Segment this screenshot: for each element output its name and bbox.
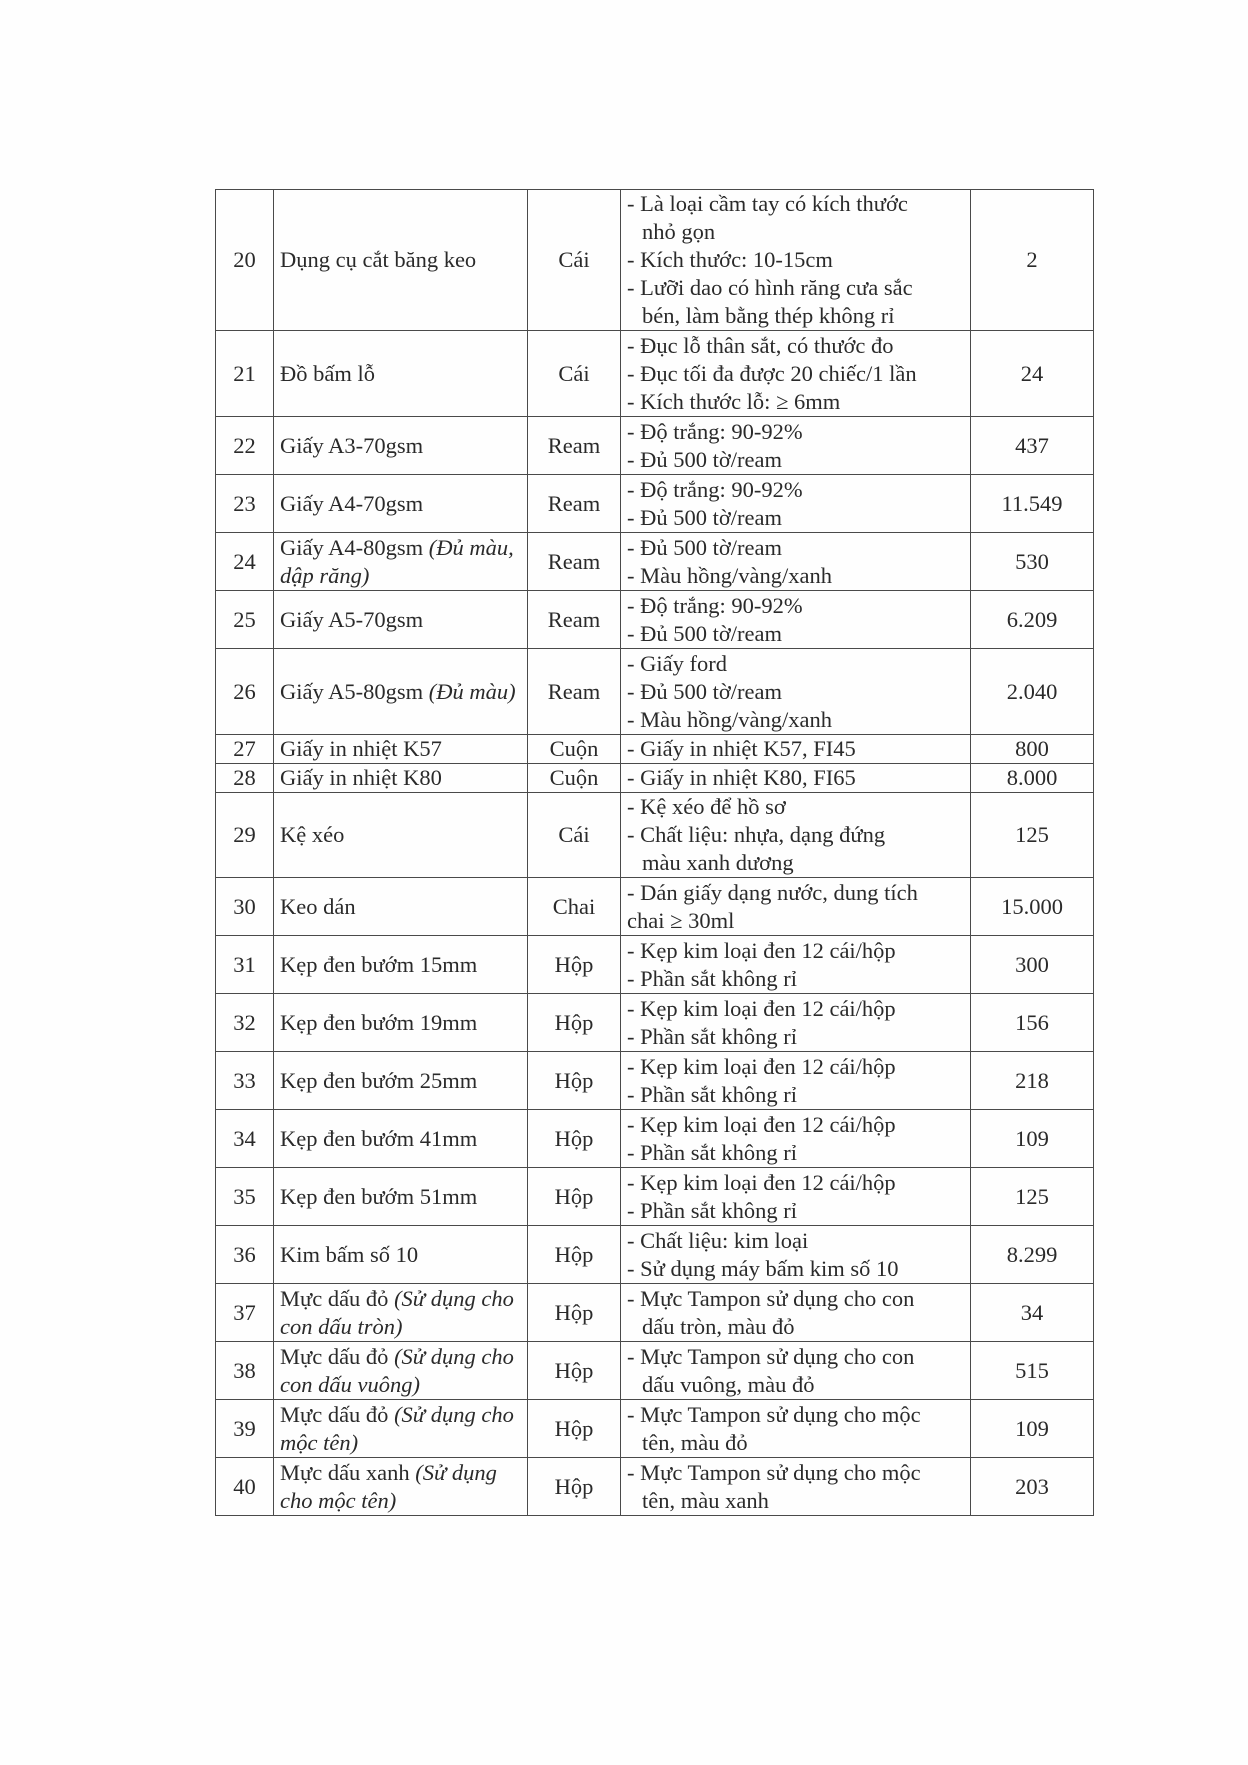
item-number: 36 — [216, 1226, 274, 1284]
spec-line: - Dán giấy dạng nước, dung tích — [627, 879, 918, 905]
item-name: Giấy A3-70gsm — [280, 432, 424, 458]
item-spec-cell — [621, 591, 971, 649]
spec-line: - Kẹp kim loại đen 12 cái/hộp — [627, 995, 896, 1021]
item-name-cell — [274, 417, 528, 475]
item-name: Kệ xéo — [280, 822, 345, 847]
item-unit: Cuộn — [528, 735, 621, 764]
item-quantity: 8.000 — [971, 764, 1094, 793]
item-name: Giấy A5-80gsm — [280, 678, 424, 704]
spec-line: - Chất liệu: kim loại — [627, 1227, 809, 1253]
item-spec-cell — [621, 331, 971, 417]
item-spec-cell — [621, 190, 971, 331]
item-name-cell — [274, 1284, 528, 1342]
item-name-cell — [274, 878, 528, 936]
item-name: Mực dấu đỏ — [280, 1401, 389, 1427]
spec-line: - Sử dụng máy bấm kim số 10 — [627, 1255, 899, 1281]
item-unit: Hộp — [528, 936, 621, 994]
spec-line: dấu vuông, màu đỏ — [642, 1371, 815, 1397]
spec-line: - Chất liệu: nhựa, dạng đứng — [627, 822, 886, 847]
item-quantity: 300 — [971, 936, 1094, 994]
spec-line: - Đủ 500 tờ/ream — [627, 620, 782, 646]
item-name-cell — [274, 1110, 528, 1168]
spec-line: - Kẹp kim loại đen 12 cái/hộp — [627, 1053, 896, 1079]
item-name-cell — [274, 331, 528, 417]
item-name: Kẹp đen bướm 19mm — [280, 1009, 478, 1035]
item-name-cell — [274, 1458, 528, 1516]
item-name: Keo dán — [280, 893, 356, 919]
item-spec-cell — [621, 475, 971, 533]
item-spec-cell — [621, 878, 971, 936]
item-name-cell — [274, 591, 528, 649]
item-spec-cell — [621, 1110, 971, 1168]
item-spec-cell — [621, 1284, 971, 1342]
item-unit: Hộp — [528, 1400, 621, 1458]
item-number: 30 — [216, 878, 274, 936]
item-quantity: 156 — [971, 994, 1094, 1052]
item-spec-cell — [621, 1458, 971, 1516]
item-unit: Hộp — [528, 1168, 621, 1226]
item-number: 25 — [216, 591, 274, 649]
item-spec-cell — [621, 936, 971, 994]
item-number: 37 — [216, 1284, 274, 1342]
table-row — [216, 190, 1094, 331]
item-number: 21 — [216, 331, 274, 417]
item-unit: Hộp — [528, 1052, 621, 1110]
table-row — [216, 1110, 1094, 1168]
item-name-cell — [274, 533, 528, 591]
spec-line: - Đủ 500 tờ/ream — [627, 446, 782, 472]
spec-line: - Độ trắng: 90-92% — [627, 418, 803, 444]
item-number: 34 — [216, 1110, 274, 1168]
item-name-note: (Sử dụng cho con dấu tròn) — [280, 1285, 514, 1339]
item-unit: Hộp — [528, 1110, 621, 1168]
table-row — [216, 735, 1094, 764]
table-row — [216, 1342, 1094, 1400]
spec-line: - Lưỡi dao có hình răng cưa sắc — [627, 275, 913, 300]
item-name-cell — [274, 1342, 528, 1400]
item-quantity: 515 — [971, 1342, 1094, 1400]
item-name-note: (Sử dụng cho mộc tên) — [280, 1401, 514, 1455]
item-name: Kẹp đen bướm 25mm — [280, 1067, 478, 1093]
item-unit: Hộp — [528, 1342, 621, 1400]
item-number: 22 — [216, 417, 274, 475]
item-name: Giấy in nhiệt K80 — [280, 765, 442, 790]
item-unit: Hộp — [528, 994, 621, 1052]
spec-line: - Kẹp kim loại đen 12 cái/hộp — [627, 1169, 896, 1195]
spec-line: - Độ trắng: 90-92% — [627, 476, 803, 502]
item-name-cell — [274, 1400, 528, 1458]
table-row — [216, 1168, 1094, 1226]
table-body — [216, 190, 1094, 1516]
item-spec-cell — [621, 793, 971, 878]
spec-line: - Màu hồng/vàng/xanh — [627, 706, 832, 732]
item-name: Kim bấm số 10 — [280, 1241, 419, 1267]
item-number: 39 — [216, 1400, 274, 1458]
item-name-note: (Sử dụng cho con dấu vuông) — [280, 1343, 514, 1397]
item-quantity: 530 — [971, 533, 1094, 591]
item-spec-cell — [621, 649, 971, 735]
item-name: Kẹp đen bướm 51mm — [280, 1183, 478, 1209]
spec-line: bén, làm bằng thép không rỉ — [642, 303, 895, 328]
item-number: 29 — [216, 793, 274, 878]
item-unit: Hộp — [528, 1284, 621, 1342]
item-quantity: 8.299 — [971, 1226, 1094, 1284]
item-name-note: (Đủ màu, dập răng) — [280, 534, 514, 588]
item-number: 28 — [216, 764, 274, 793]
table-row — [216, 1284, 1094, 1342]
item-name-cell — [274, 475, 528, 533]
spec-line: - Đục tối đa được 20 chiếc/1 lần — [627, 360, 917, 386]
item-unit: Ream — [528, 591, 621, 649]
spec-line: - Phần sắt không rỉ — [627, 1197, 797, 1223]
item-name-cell — [274, 793, 528, 878]
table-row — [216, 331, 1094, 417]
item-quantity: 109 — [971, 1110, 1094, 1168]
spec-line: - Đục lỗ thân sắt, có thước đo — [627, 332, 894, 358]
item-quantity: 2 — [971, 190, 1094, 331]
item-name-cell — [274, 994, 528, 1052]
item-unit: Ream — [528, 417, 621, 475]
item-name-cell — [274, 1052, 528, 1110]
table-row — [216, 764, 1094, 793]
item-name-note: (Sử dụng cho mộc tên) — [280, 1459, 497, 1513]
item-quantity: 125 — [971, 793, 1094, 878]
item-name: Giấy A4-80gsm — [280, 534, 424, 560]
spec-line: - Đủ 500 tờ/ream — [627, 534, 782, 560]
item-quantity: 218 — [971, 1052, 1094, 1110]
spec-line: - Độ trắng: 90-92% — [627, 592, 803, 618]
item-number: 24 — [216, 533, 274, 591]
item-name: Kẹp đen bướm 15mm — [280, 951, 478, 977]
table-row — [216, 994, 1094, 1052]
item-quantity: 125 — [971, 1168, 1094, 1226]
item-number: 40 — [216, 1458, 274, 1516]
spec-line: - Kẹp kim loại đen 12 cái/hộp — [627, 1111, 896, 1137]
item-name-note: (Đủ màu) — [428, 678, 516, 704]
table-row — [216, 649, 1094, 735]
spec-line: chai ≥ 30ml — [627, 907, 735, 933]
item-name: Giấy A5-70gsm — [280, 606, 424, 632]
spec-line: - Giấy ford — [627, 650, 727, 676]
spec-line: - Kích thước lỗ: ≥ 6mm — [627, 388, 841, 414]
item-number: 27 — [216, 735, 274, 764]
item-spec-cell — [621, 1052, 971, 1110]
spec-line: - Phần sắt không rỉ — [627, 965, 797, 991]
item-unit: Cái — [528, 793, 621, 878]
item-number: 35 — [216, 1168, 274, 1226]
spec-line: - Kệ xéo để hồ sơ — [627, 794, 786, 819]
item-quantity: 109 — [971, 1400, 1094, 1458]
item-name: Mực dấu đỏ — [280, 1343, 389, 1369]
item-quantity: 34 — [971, 1284, 1094, 1342]
supply-spec-table — [215, 189, 1094, 1516]
item-name: Mực dấu xanh — [280, 1459, 410, 1485]
spec-line: - Giấy in nhiệt K57, FI45 — [627, 736, 856, 761]
item-number: 26 — [216, 649, 274, 735]
item-quantity: 800 — [971, 735, 1094, 764]
spec-line: - Phần sắt không rỉ — [627, 1081, 797, 1107]
item-name: Đồ bấm lỗ — [280, 360, 375, 386]
item-unit: Cuộn — [528, 764, 621, 793]
item-name: Dụng cụ cắt băng keo — [280, 247, 477, 272]
item-name: Mực dấu đỏ — [280, 1285, 389, 1311]
item-spec-cell — [621, 417, 971, 475]
spec-line: dấu tròn, màu đỏ — [642, 1313, 795, 1339]
item-name: Giấy A4-70gsm — [280, 490, 424, 516]
table-row — [216, 475, 1094, 533]
spec-line: - Kích thước: 10-15cm — [627, 247, 833, 272]
spec-line: - Mực Tampon sử dụng cho mộc — [627, 1401, 921, 1427]
item-spec-cell — [621, 1226, 971, 1284]
item-quantity: 203 — [971, 1458, 1094, 1516]
item-quantity: 15.000 — [971, 878, 1094, 936]
item-unit: Chai — [528, 878, 621, 936]
item-number: 31 — [216, 936, 274, 994]
spec-line: - Màu hồng/vàng/xanh — [627, 562, 832, 588]
spec-line: tên, màu đỏ — [642, 1429, 748, 1455]
spec-line: - Mực Tampon sử dụng cho con — [627, 1285, 915, 1311]
item-name-cell — [274, 764, 528, 793]
item-name: Kẹp đen bướm 41mm — [280, 1125, 478, 1151]
table-row — [216, 417, 1094, 475]
item-name-cell — [274, 649, 528, 735]
item-name-cell — [274, 1168, 528, 1226]
table-row — [216, 1400, 1094, 1458]
spec-line: - Đủ 500 tờ/ream — [627, 678, 782, 704]
item-quantity: 2.040 — [971, 649, 1094, 735]
item-name-cell — [274, 190, 528, 331]
table-row — [216, 793, 1094, 878]
item-unit: Cái — [528, 331, 621, 417]
item-number: 33 — [216, 1052, 274, 1110]
item-unit: Hộp — [528, 1458, 621, 1516]
table-row — [216, 878, 1094, 936]
item-number: 23 — [216, 475, 274, 533]
spec-line: màu xanh dương — [642, 850, 794, 875]
table-row — [216, 1226, 1094, 1284]
table-row — [216, 1458, 1094, 1516]
item-quantity: 6.209 — [971, 591, 1094, 649]
item-quantity: 11.549 — [971, 475, 1094, 533]
item-name-cell — [274, 735, 528, 764]
item-spec-cell — [621, 735, 971, 764]
spec-line: - Giấy in nhiệt K80, FI65 — [627, 765, 856, 790]
table-row — [216, 1052, 1094, 1110]
table-row — [216, 591, 1094, 649]
table-row — [216, 533, 1094, 591]
item-name-cell — [274, 1226, 528, 1284]
item-spec-cell — [621, 533, 971, 591]
item-spec-cell — [621, 1400, 971, 1458]
item-spec-cell — [621, 994, 971, 1052]
item-number: 32 — [216, 994, 274, 1052]
item-name: Giấy in nhiệt K57 — [280, 736, 442, 761]
item-unit: Hộp — [528, 1226, 621, 1284]
item-quantity: 24 — [971, 331, 1094, 417]
item-spec-cell — [621, 1342, 971, 1400]
spec-line: - Đủ 500 tờ/ream — [627, 504, 782, 530]
spec-line: - Kẹp kim loại đen 12 cái/hộp — [627, 937, 896, 963]
item-spec-cell — [621, 764, 971, 793]
item-spec-cell — [621, 1168, 971, 1226]
item-number: 38 — [216, 1342, 274, 1400]
item-name-cell — [274, 936, 528, 994]
item-unit: Ream — [528, 475, 621, 533]
spec-line: tên, màu xanh — [642, 1487, 769, 1513]
spec-line: - Phần sắt không rỉ — [627, 1139, 797, 1165]
item-number: 20 — [216, 190, 274, 331]
item-unit: Cái — [528, 190, 621, 331]
item-quantity: 437 — [971, 417, 1094, 475]
item-unit: Ream — [528, 649, 621, 735]
spec-line: nhỏ gọn — [642, 219, 716, 244]
spec-line: - Mực Tampon sử dụng cho con — [627, 1343, 915, 1369]
spec-line: - Là loại cầm tay có kích thước — [627, 191, 908, 216]
spec-line: - Phần sắt không rỉ — [627, 1023, 797, 1049]
table-row — [216, 936, 1094, 994]
spec-line: - Mực Tampon sử dụng cho mộc — [627, 1459, 921, 1485]
item-unit: Ream — [528, 533, 621, 591]
